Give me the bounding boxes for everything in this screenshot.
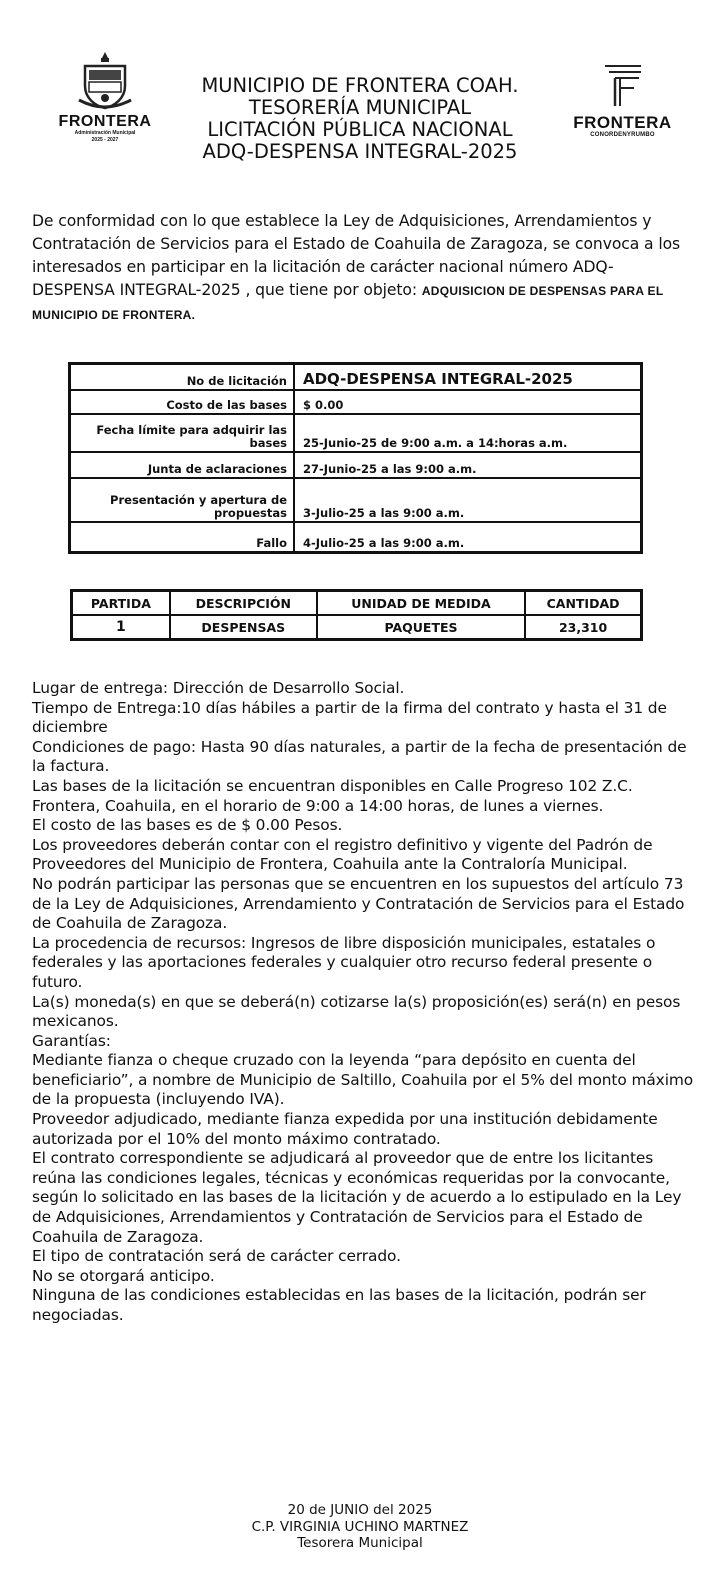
info-value: ADQ-DESPENSA INTEGRAL-2025 bbox=[294, 364, 642, 391]
title-line-3: LICITACIÓN PÚBLICA NACIONAL bbox=[207, 118, 513, 141]
info-value: 25-Junio-25 de 9:00 a.m. a 14:horas a.m. bbox=[294, 414, 642, 452]
body-paragraph: Condiciones de pago: Hasta 90 días naturales, a partir de la fecha de presentación de la factura. bbox=[32, 737, 687, 776]
body-paragraph: Los proveedores deberán contar con el registro definitivo y vigente del Padrón de Proveedores del Municipio de Frontera, Coahuila ante la Contraloría Municipal. bbox=[32, 835, 653, 874]
slogan-con: CON bbox=[590, 132, 605, 138]
coat-of-arms-icon bbox=[75, 50, 135, 112]
signature-role: Tesorera Municipal bbox=[297, 1535, 423, 1551]
body-paragraph: Garantías: bbox=[32, 1031, 111, 1050]
slogan-y: Y bbox=[626, 132, 632, 138]
right-slogan bbox=[565, 132, 680, 139]
conditions-body bbox=[32, 679, 697, 1326]
header bbox=[0, 40, 721, 180]
info-label: Presentación y apertura de propuestas bbox=[70, 478, 295, 522]
body-paragraph: No podrán participar las personas que se encuentren en los supuestos del artículo 73 de la Ley de Adquisiciones, Arrendamiento y Contratación de Servicios para el Estado de Coahuila de Zaragoza. bbox=[32, 874, 685, 933]
info-value: $ 0.00 bbox=[294, 390, 642, 414]
body-paragraph: Proveedor adjudicado, mediante fianza expedida por una institución debidamente autorizada por el 10% del monto máximo contratado. bbox=[32, 1110, 658, 1148]
body-paragraph: No se otorgará anticipo. bbox=[32, 1266, 215, 1285]
items-table bbox=[70, 589, 643, 641]
info-label: No de licitación bbox=[70, 364, 295, 391]
signature-block bbox=[160, 1502, 560, 1552]
left-sub-1: Administración Municipal bbox=[74, 130, 136, 136]
table-cell: 23,310 bbox=[525, 615, 641, 640]
column-header: UNIDAD DE MEDIDA bbox=[317, 591, 525, 616]
info-value: 27-Junio-25 a las 9:00 a.m. bbox=[294, 452, 642, 478]
slogan-orden: ORDEN bbox=[604, 132, 627, 138]
document-title bbox=[160, 75, 560, 163]
slogan-rumbo: RUMBO bbox=[631, 132, 655, 138]
body-paragraph: Lugar de entrega: Dirección de Desarrollo Social. bbox=[32, 679, 405, 697]
info-label: Costo de las bases bbox=[70, 390, 295, 414]
left-brand: FRONTERA bbox=[58, 113, 152, 130]
table-row bbox=[70, 522, 642, 553]
table-row bbox=[70, 364, 642, 391]
table-header-row bbox=[72, 591, 642, 616]
column-header: DESCRIPCIÓN bbox=[170, 591, 317, 616]
body-paragraph: Las bases de la licitación se encuentran disponibles en Calle Progreso 102 Z.C. Frontera, Coahuila, en el horario de 9:00 a 14:00 horas, de lunes a viernes. bbox=[32, 776, 633, 815]
body-paragraph: Tiempo de Entrega:10 días hábiles a partir de la firma del contrato y hasta el 31 de diciembre bbox=[32, 698, 667, 737]
body-paragraph: El tipo de contratación será de carácter cerrado. bbox=[32, 1247, 401, 1266]
table-row bbox=[70, 414, 642, 452]
table-row bbox=[70, 390, 642, 414]
intro-object: ADQUISICION DE DESPENSAS PARA EL MUNICIPIO DE FRONTERA. bbox=[32, 284, 664, 322]
title-line-2: TESORERÍA MUNICIPAL bbox=[248, 96, 472, 119]
signature-name: C.P. VIRGINIA UCHINO MARTNEZ bbox=[251, 1518, 469, 1535]
body-paragraph: El contrato correspondiente se adjudicará al proveedor que de entre los licitantes reúna las condiciones legales, técnicas y económicas requeridas por la convocante, según lo solicitado en las bases de la licitación y de acuerdo a lo estipulado en la Ley de Adquisiciones, Arrendamientos y Contratación de Servicios para el Estado de Coahuila de Zaragoza. bbox=[32, 1149, 682, 1246]
table-row bbox=[70, 452, 642, 478]
body-paragraph: La procedencia de recursos: Ingresos de libre disposición municipales, estatales o federales y las aportaciones federales y cualquier otro recurso federal presente o futuro. bbox=[32, 933, 656, 991]
table-row bbox=[72, 615, 642, 640]
table-row bbox=[70, 478, 642, 522]
title-line-1: MUNICIPIO DE FRONTERA COAH. bbox=[201, 74, 519, 97]
info-label: Fallo bbox=[70, 522, 295, 553]
frontera-logo bbox=[565, 60, 680, 139]
info-label: Junta de aclaraciones bbox=[70, 452, 295, 478]
column-header: PARTIDA bbox=[72, 591, 170, 616]
right-brand: FRONTERA bbox=[573, 113, 672, 132]
table-cell: DESPENSAS bbox=[170, 615, 317, 640]
intro-text: De conformidad con lo que establece la Ley de Adquisiciones, Arrendamientos y Contratación de Servicios para el Estado de Coahuila de Zaragoza, se convoca a los interesados en participar en la licitación de carácter nacional número ADQ-DESPENSA INTEGRAL-2025 , que tiene por objeto: bbox=[32, 212, 681, 299]
municipal-logo bbox=[55, 50, 155, 144]
body-paragraph: Ninguna de las condiciones establecidas en las bases de la licitación, podrán ser negociadas. bbox=[32, 1286, 646, 1324]
info-value: 3-Julio-25 a las 9:00 a.m. bbox=[294, 478, 642, 522]
table-cell: 1 bbox=[72, 615, 170, 640]
info-label: Fecha límite para adquirir las bases bbox=[70, 414, 295, 452]
body-paragraph: Mediante fianza o cheque cruzado con la leyenda “para depósito en cuenta del beneficiario”, a nombre de Municipio de Saltillo, Coahuila por el 5% del monto máximo de la propuesta (incluyendo IVA). bbox=[32, 1051, 694, 1109]
title-line-4: ADQ-DESPENSA INTEGRAL-2025 bbox=[202, 140, 518, 163]
column-header: CANTIDAD bbox=[525, 591, 641, 616]
left-sub-2: 2025 - 2027 bbox=[91, 137, 119, 143]
info-value: 4-Julio-25 a las 9:00 a.m. bbox=[294, 522, 642, 553]
body-paragraph: El costo de las bases es de $ 0.00 Pesos. bbox=[32, 816, 343, 835]
body-paragraph: La(s) moneda(s) en que se deberá(n) cotizarse la(s) proposición(es) será(n) en pesos mexicanos. bbox=[32, 992, 681, 1031]
frontera-f-icon bbox=[601, 60, 645, 108]
signature-date: 20 de JUNIO del 2025 bbox=[287, 1502, 433, 1518]
intro-paragraph bbox=[32, 210, 692, 327]
table-cell: PAQUETES bbox=[317, 615, 525, 640]
tender-info-table bbox=[68, 362, 643, 554]
